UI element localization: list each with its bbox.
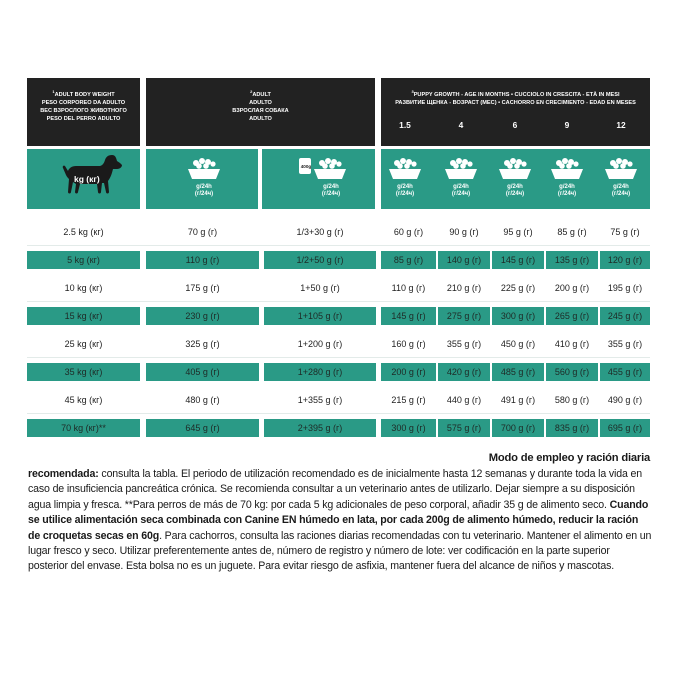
bowl-icon-puppy xyxy=(549,155,585,205)
cell-puppy-ration: 200 g (г) xyxy=(381,363,436,381)
cell-puppy-ration: 245 g (г) xyxy=(600,307,650,325)
age-label: 6 xyxy=(512,120,518,130)
bowl-icon-puppy xyxy=(603,155,639,205)
cell-puppy-ration: 85 g (г) xyxy=(557,227,587,237)
cell-mixed: 2+395 g (г) xyxy=(264,419,376,437)
cell-puppy-ration: 225 g (г) xyxy=(500,283,536,293)
cell-puppy-ration: 355 g (г) xyxy=(607,339,643,349)
cell-puppy-ration: 700 g (г) xyxy=(492,419,544,437)
instructions-text: . Para cachorros, consulta las raciones diarias recomendadas con tu veterinario. Mantener el alimento en un lugar fresco y seco. Utilizar preferentemente antes de, número de registro y número de lote: ver codificación en la parte superior posterior del envase. Esta bolsa no es un juguete. Para evitar riesgo de asfixia, mantener fuera del alcance de niños y mascotas. xyxy=(28,529,652,573)
cell-puppy-ration: 195 g (г) xyxy=(607,283,643,293)
cell-weight: 45 kg (кг) xyxy=(64,395,103,405)
header-puppy-growth xyxy=(381,78,650,146)
header-line: ВЕС ВЗРОСЛОГО ЖИВОТНОГО xyxy=(40,108,127,115)
age-label: 1.5 xyxy=(399,120,411,130)
header-line: ADULT BODY WEIGHT xyxy=(54,91,115,98)
cell-mixed: 1+200 g (г) xyxy=(297,339,343,349)
cell-puppy-ration: 450 g (г) xyxy=(500,339,536,349)
cell-puppy-ration: 440 g (г) xyxy=(446,395,482,405)
cell-dry: 325 g (г) xyxy=(185,339,220,349)
row-separator xyxy=(27,301,650,302)
bowl-unit: g/24h xyxy=(507,184,523,190)
cell-puppy-ration: 110 g (г) xyxy=(391,283,426,293)
cell-weight: 70 kg (кг)** xyxy=(27,419,140,437)
table-row xyxy=(27,251,650,269)
header-line: PESO CORPOREO DA ADULTO xyxy=(41,100,126,107)
header-line: ADULT xyxy=(252,91,271,98)
cell-weight: 10 kg (кг) xyxy=(64,283,103,293)
cell-puppy-ration: 695 g (г) xyxy=(600,419,650,437)
header-line: PESO DEL PERRO ADULTO xyxy=(46,116,121,123)
cell-dry: 110 g (г) xyxy=(146,251,259,269)
bowl-icon-dry xyxy=(186,155,222,205)
cell-puppy-ration: 210 g (г) xyxy=(446,283,482,293)
bowl-unit-cyrillic: (г/24ч) xyxy=(557,191,577,197)
cell-puppy-ration: 200 g (г) xyxy=(554,283,590,293)
footnote-marker: 3 xyxy=(411,89,414,94)
bowl-unit: g/24h xyxy=(453,184,469,190)
cell-puppy-ration: 85 g (г) xyxy=(381,251,436,269)
cell-puppy-ration: 160 g (г) xyxy=(391,339,426,349)
cell-puppy-ration: 485 g (г) xyxy=(492,363,544,381)
bowl-unit: g/24h xyxy=(323,184,339,190)
bowl-icon-puppy xyxy=(443,155,479,205)
cell-mixed: 1+50 g (г) xyxy=(300,283,340,293)
header-line: РАЗВИТИЕ ЩЕНКА - ВОЗРАСТ (МЕС) • CACHORRO EN CRECIMIENTO - EDAD EN MESES xyxy=(395,100,636,107)
table-row xyxy=(27,335,650,353)
cell-mixed: 1/2+50 g (г) xyxy=(264,251,376,269)
cell-mixed: 1/3+30 g (г) xyxy=(296,227,344,237)
header-adult-body-weight xyxy=(27,78,140,146)
bowl-unit: g/24h xyxy=(196,184,212,190)
bowl-unit: g/24h xyxy=(559,184,575,190)
footnote-marker: 2 xyxy=(250,89,253,94)
cell-puppy-ration: 420 g (г) xyxy=(438,363,490,381)
cell-puppy-ration: 265 g (г) xyxy=(546,307,598,325)
header-line: PUPPY GROWTH - AGE IN MONTHS • CUCCIOLO IN CRESCITA - ETÀ IN MESI xyxy=(413,91,620,98)
cell-puppy-ration: 300 g (г) xyxy=(381,419,436,437)
table-row xyxy=(27,391,650,409)
cell-puppy-ration: 491 g (г) xyxy=(500,395,536,405)
cell-puppy-ration: 60 g (г) xyxy=(393,227,424,237)
table-row xyxy=(27,223,650,241)
bowl-unit-cyrillic: (г/24ч) xyxy=(194,191,214,197)
table-row xyxy=(27,307,650,325)
footnote-marker: 1 xyxy=(52,89,55,94)
bowl-unit-cyrillic: (г/24ч) xyxy=(505,191,525,197)
bowl-unit: g/24h xyxy=(397,184,413,190)
bowl-icon-puppy xyxy=(497,155,533,205)
row-separator xyxy=(27,245,650,246)
instructions-title: Modo de empleo y ración diaria xyxy=(488,452,650,464)
cell-puppy-ration: 140 g (г) xyxy=(438,251,490,269)
cell-puppy-ration: 355 g (г) xyxy=(446,339,482,349)
cell-puppy-ration: 145 g (г) xyxy=(492,251,544,269)
cell-weight: 35 kg (кг) xyxy=(27,363,140,381)
cell-puppy-ration: 835 g (г) xyxy=(546,419,598,437)
cell-puppy-ration: 410 g (г) xyxy=(554,339,590,349)
header-line: ADULTO xyxy=(249,116,272,123)
cell-puppy-ration: 95 g (г) xyxy=(503,227,533,237)
cell-puppy-ration: 455 g (г) xyxy=(600,363,650,381)
bowl-unit-cyrillic: (г/24ч) xyxy=(321,191,341,197)
bowl-unit-cyrillic: (г/24ч) xyxy=(451,191,471,197)
row-separator xyxy=(27,357,650,358)
cell-weight: 5 kg (кг) xyxy=(27,251,140,269)
header-line: ADULTO xyxy=(249,100,272,107)
weight-unit-label: kg (кг) xyxy=(74,174,100,184)
bowl-unit-cyrillic: (г/24ч) xyxy=(611,191,631,197)
header-line: ВЗРОСЛАЯ СОБАКА xyxy=(232,108,289,115)
bowl-unit: g/24h xyxy=(613,184,629,190)
cell-dry: 175 g (г) xyxy=(185,283,220,293)
age-label: 9 xyxy=(564,120,570,130)
cell-puppy-ration: 575 g (г) xyxy=(438,419,490,437)
table-row xyxy=(27,279,650,297)
cell-puppy-ration: 215 g (г) xyxy=(391,395,426,405)
cell-puppy-ration: 490 g (г) xyxy=(607,395,643,405)
cell-mixed: 1+355 g (г) xyxy=(297,395,343,405)
cell-dry: 230 g (г) xyxy=(146,307,259,325)
cell-weight: 2.5 kg (кг) xyxy=(63,227,104,237)
cell-puppy-ration: 135 g (г) xyxy=(546,251,598,269)
cell-puppy-ration: 75 g (г) xyxy=(610,227,640,237)
instructions-paragraph xyxy=(28,467,652,575)
table-row xyxy=(27,363,650,381)
cell-puppy-ration: 145 g (г) xyxy=(381,307,436,325)
age-columns xyxy=(381,121,650,131)
cell-dry: 70 g (г) xyxy=(187,227,218,237)
instructions-lead: recomendada: xyxy=(28,468,99,480)
band-divider xyxy=(258,149,262,209)
cell-dry: 480 g (г) xyxy=(185,395,220,405)
cell-puppy-ration: 580 g (г) xyxy=(554,395,590,405)
cell-weight: 15 kg (кг) xyxy=(27,307,140,325)
instructions-bold: Cuando se utilice alimentación seca combinada con Canine EN húmedo en lata, por cada 200g de alimento húmedo, reducir la ración de croquetas secas en 60g xyxy=(28,498,649,542)
bowl-unit-cyrillic: (г/24ч) xyxy=(395,191,415,197)
cell-mixed: 1+105 g (г) xyxy=(264,307,376,325)
age-label: 4 xyxy=(458,120,464,130)
cell-puppy-ration: 90 g (г) xyxy=(449,227,479,237)
row-separator xyxy=(27,413,650,414)
cell-dry: 645 g (г) xyxy=(146,419,259,437)
cell-weight: 25 kg (кг) xyxy=(64,339,103,349)
cell-dry: 405 g (г) xyxy=(146,363,259,381)
table-row xyxy=(27,419,650,437)
cell-puppy-ration: 560 g (г) xyxy=(546,363,598,381)
bowl-icon-puppy xyxy=(387,155,423,205)
can-weight-label: 400g xyxy=(300,164,312,169)
instructions-text: consulta la tabla. El periodo de utilización recomendado es de inicialmente hasta 12 semanas y durante toda la vida en caso de insuficiencia pancreática crónica. Se recomienda consultar a un veterinario antes de utilizarlo. Dejar siempre a su disposición agua limpia y fresca. **Para perros de más de 70 kg: por cada 5 kg adicionales de peso corporal, añadir 35 g de alimento seco. xyxy=(28,468,643,511)
age-label: 12 xyxy=(616,120,626,130)
cell-puppy-ration: 300 g (г) xyxy=(492,307,544,325)
cell-puppy-ration: 120 g (г) xyxy=(600,251,650,269)
can-and-bowl-icon xyxy=(298,155,348,205)
header-adult xyxy=(146,78,375,146)
cell-puppy-ration: 275 g (г) xyxy=(438,307,490,325)
cell-mixed: 1+280 g (г) xyxy=(264,363,376,381)
